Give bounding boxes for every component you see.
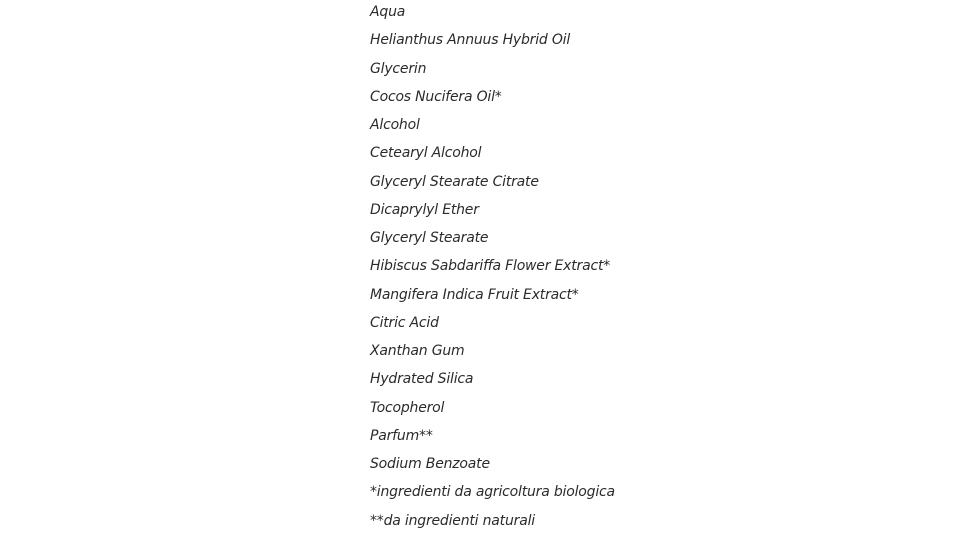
ingredient-item: Mangifera Indica Fruit Extract* bbox=[370, 286, 579, 303]
ingredient-item: Glycerin bbox=[370, 60, 427, 77]
ingredient-item: Helianthus Annuus Hybrid Oil bbox=[370, 32, 571, 49]
ingredient-item: Sodium Benzoate bbox=[370, 456, 490, 472]
ingredient-item: Dicaprylyl Ether bbox=[370, 201, 479, 218]
ingredient-item: Xanthan Gum bbox=[370, 343, 465, 359]
ingredient-item: Tocopherol bbox=[370, 399, 445, 416]
ingredient-item: Aqua bbox=[370, 4, 406, 20]
ingredient-item: Cocos Nucifera Oil* bbox=[370, 88, 502, 105]
footnote-organic: *ingredienti da agricoltura biologica bbox=[370, 484, 615, 501]
ingredient-item: Parfum** bbox=[370, 427, 433, 444]
ingredient-item: Hydrated Silica bbox=[370, 371, 474, 388]
ingredient-item: Alcohol bbox=[370, 117, 420, 133]
ingredient-item: Citric Acid bbox=[370, 314, 439, 331]
ingredient-item: Glyceryl Stearate bbox=[370, 230, 489, 246]
ingredient-item: Cetearyl Alcohol bbox=[370, 145, 482, 162]
ingredient-item: Glyceryl Stearate Citrate bbox=[370, 173, 539, 190]
ingredient-list bbox=[370, 0, 615, 537]
ingredient-item: Hibiscus Sabdariffa Flower Extract* bbox=[370, 258, 611, 275]
footnote-natural: **da ingredienti naturali bbox=[370, 512, 535, 529]
